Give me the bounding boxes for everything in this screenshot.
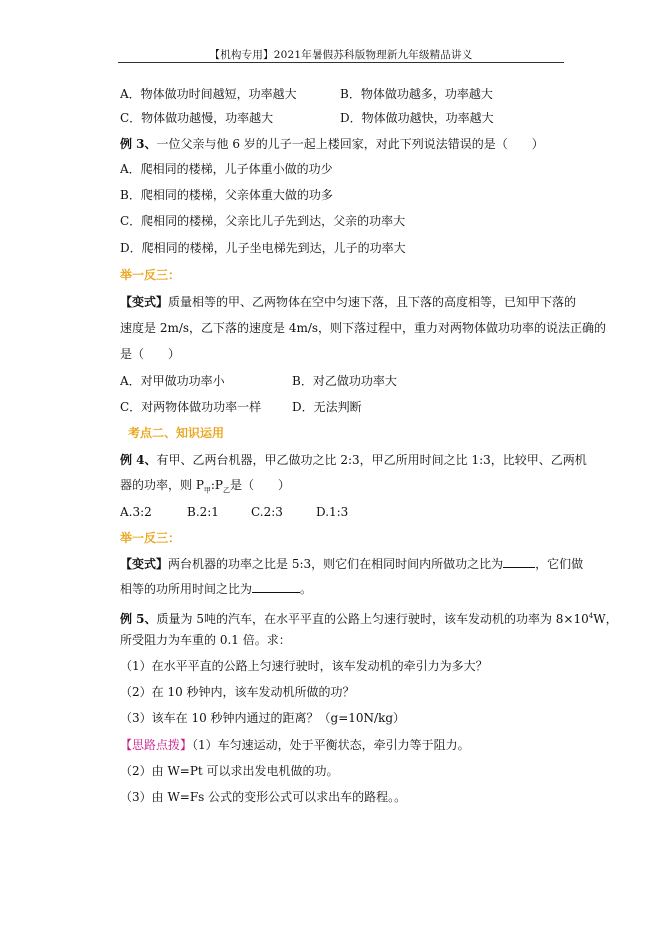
example-5-question-1: （1）在水平平直的公路上匀速行驶时，该车发动机的牵引力为多大？ [120,659,488,673]
practice-heading-2: 举一反三： [120,531,181,545]
answer-blank-2[interactable] [252,580,300,593]
example-5-line-1 [120,608,618,627]
variant-2-text-1: 两台机器的功率之比是 5:3，则它们在相同时间内所做功之比为 [168,557,504,571]
variant-2-line-1 [120,555,583,572]
example-5-question-2: （2）在 10 秒钟内，该车发动机所做的功？ [120,685,355,699]
variant-1-option-a: A．对甲做功功率小 [120,374,225,388]
variant-1-option-c: C．对两物体做功功率一样 [120,400,262,414]
prev-option-b: B．物体做功越多，功率越大 [340,87,493,101]
p-subscript-yi: 乙 [223,486,231,495]
hint-tag: 【思路点拨】 [120,738,193,752]
variant-1-option-b: B．对乙做功功率大 [292,374,397,388]
hint-line-3: （3）由 W=Fs 公式的变形公式可以求出车的路程。。 [120,790,407,804]
example-5-question-3: （3）该车在 10 秒钟内通过的距离？（g=10N/kg） [120,711,406,725]
variant-1-line-1 [120,294,576,310]
prev-option-d: D．物体做功越快，功率越大 [340,111,494,125]
example-3-label: 例 3、 [120,137,157,151]
example-5-text-1b: W， [593,612,618,626]
header-rule [118,62,564,63]
variant-1-text-1: 质量相等的甲、乙两物体在空中匀速下落，且下落的高度相等，已知甲下落的 [168,295,577,309]
example-3-option-d: D．爬相同的楼梯，儿子坐电梯先到达，儿子的功率大 [120,241,406,255]
variant-2-line-2 [120,580,312,597]
example-4-line-2 [120,477,290,498]
example-4-option-c: C.2:3 [251,505,283,519]
variant-1-line-2: 速度是 2m/s，乙下落的速度是 4m/s，则下落过程中，重力对两物体做功功率的说法正确的 [120,321,607,335]
example-5-text-1: 质量为 5吨的汽车，在水平平直的公路上匀速行驶时，该车发动机的功率为 8×10 [156,612,589,626]
example-5-label: 例 5、 [120,612,157,626]
prev-option-a: A．物体做功时间越短，功率越大 [120,87,297,101]
prev-option-c: C．物体做功越慢，功率越大 [120,111,274,125]
hint-line-1 [120,737,470,753]
example-4-label: 例 4、 [120,453,157,467]
power-exponent: 4 [588,612,594,620]
variant-2-text-1b: ，它们做 [535,557,584,571]
example-4-option-b: B.2:1 [187,505,219,519]
hint-text-1: （1）车匀速运动，处于平衡状态，牵引力等于阻力。 [192,738,470,752]
example-3-option-a: A．爬相同的楼梯，儿子体重小做的功少 [120,162,333,176]
example-4-option-a: A.3:2 [120,505,152,519]
example-5-line-2: 所受阻力为车重的 0.1 倍。求： [120,633,291,647]
practice-heading-1: 举一反三： [120,268,181,282]
example-3-stem [120,136,544,152]
example-4-line-1 [120,452,587,468]
example-4-text-2b: :P [210,478,224,492]
example-4-option-d: D.1:3 [316,505,349,519]
variant-2-tag: 【变式】 [120,557,169,571]
variant-1-tag: 【变式】 [120,295,169,309]
variant-2-text-2b: 。 [300,582,313,596]
example-3-option-b: B．爬相同的楼梯，父亲体重大做的功多 [120,188,333,202]
variant-1-option-d: D．无法判断 [292,400,362,414]
page-header: 【机构专用】2021年暑假苏科版物理新九年级精品讲义 [209,49,473,61]
example-4-text-2c: 是（ ） [230,478,291,492]
example-4-text-2a: 器的功率，则 P [120,478,204,492]
variant-1-line-3: 是（ ） [120,347,181,361]
p-subscript-jia: 甲 [203,486,211,495]
variant-2-text-2: 相等的功所用时间之比为 [120,582,253,596]
answer-blank-1[interactable] [503,555,535,568]
hint-line-2: （2）由 W=Pt 可以求出发电机做的功。 [120,764,339,778]
section-2-heading: 考点二、知识运用 [128,426,225,440]
example-3-option-c: C．爬相同的楼梯，父亲比儿子先到达，父亲的功率大 [120,214,406,228]
example-3-text: 一位父亲与他 6 岁的儿子一起上楼回家，对此下列说法错误的是（ ） [156,137,544,151]
example-4-text-1: 有甲、乙两台机器，甲乙做功之比 2:3，甲乙所用时间之比 1:3，比较甲、乙两机 [156,453,587,467]
